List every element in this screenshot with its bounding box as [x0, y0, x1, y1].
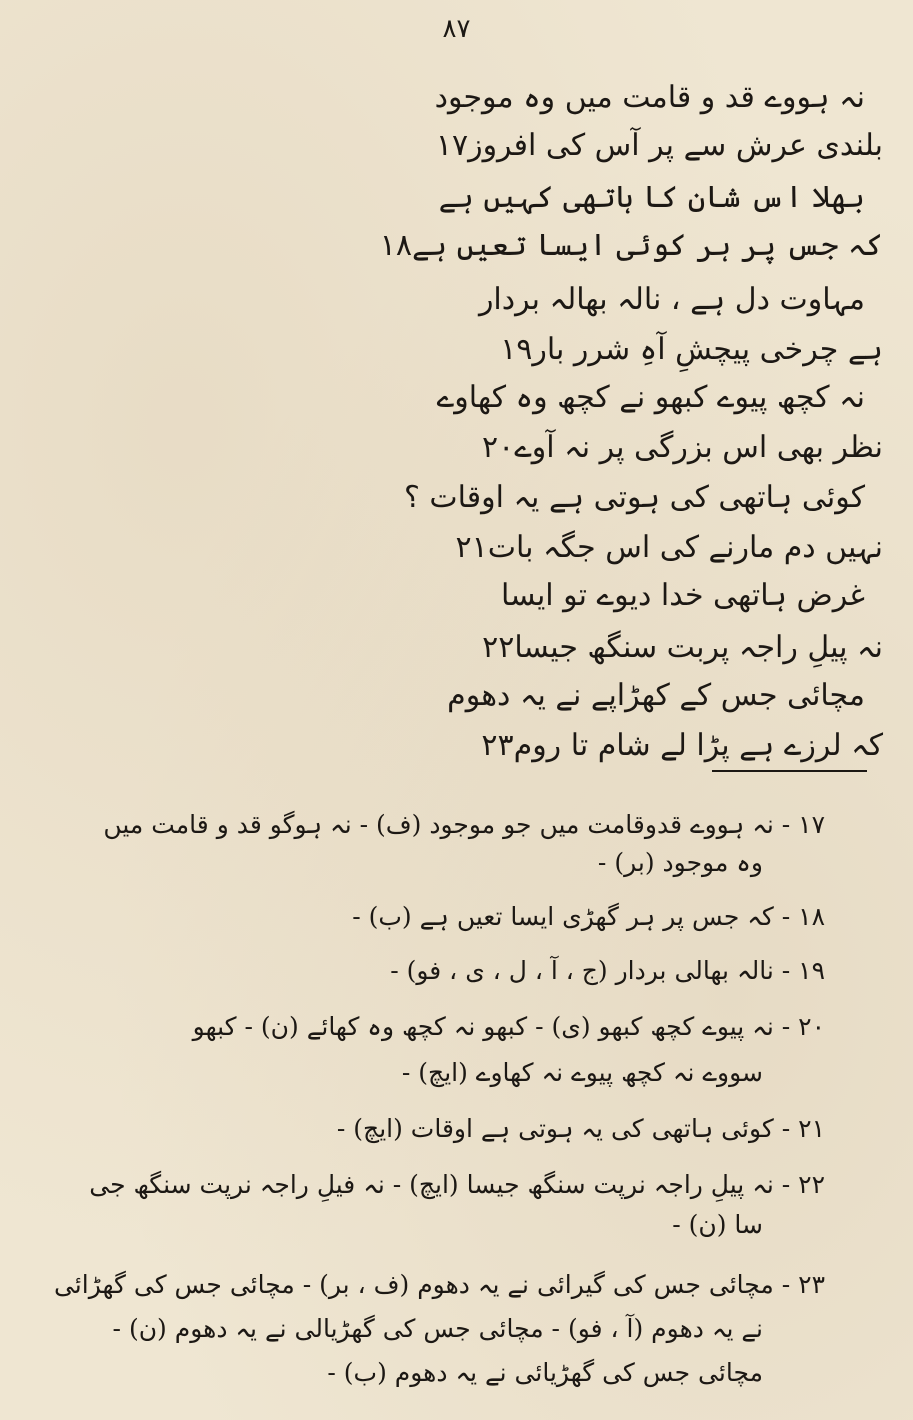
verse-line: مہاوت دل ہے ، نالہ بھالہ بردار: [478, 282, 865, 317]
footnote-line: نے یہ دھوم (آ ، فو) - مچائی جس کی گھڑیالی نے یہ دھوم (ن) -: [112, 1314, 763, 1343]
verse-line: نہیں دم مارنے کی اس جگہ بات۲۱: [455, 530, 883, 565]
verse-line: نہ پیلِ راجہ پربت سنگھ جیسا۲۲: [482, 630, 883, 665]
footnote-line: وہ موجود (بر) -: [597, 848, 763, 877]
verse-line: نظر بھی اس بزرگی پر نہ آوے۲۰: [481, 430, 883, 465]
page-number: ۸۷: [442, 14, 471, 44]
verse-line: کہ جس پر ہر کوئی ایسا تعیں ہے۱۸: [379, 228, 883, 263]
verse-line: کہ لرزے ہے پڑا لے شام تا روم۲۳: [481, 728, 883, 763]
footnote-line: ۲۰ - نہ پیوے کچھ کبھو (ی) - کبھو نہ کچھ وہ کھائے (ن) - کبھو: [192, 1012, 825, 1041]
footnote-divider: [712, 770, 867, 772]
footnote-line: ۲۲ - نہ پیلِ راجہ نرپت سنگھ جیسا (ایچ) - نہ فیلِ راجہ نرپت سنگھ جی: [89, 1170, 825, 1199]
verse-line: نہ کچھ پیوے کبھو نے کچھ وہ کھاوے: [436, 380, 865, 415]
verse-line: غرض ہاتھی خدا دیوے تو ایسا: [501, 578, 865, 613]
verse-line: کوئی ہاتھی کی ہوتی ہے یہ اوقات ؟: [403, 480, 865, 515]
footnote-line: ۱۷ - نہ ہووے قدوقامت میں جو موجود (ف) - نہ ہوگو قد و قامت میں: [103, 810, 825, 839]
verse-line: مچائی جس کے کھڑاپے نے یہ دھوم: [447, 678, 865, 713]
footnote-line: مچائی جس کی گھڑیائی نے یہ دھوم (ب) -: [327, 1358, 763, 1387]
footnote-line: سا (ن) -: [672, 1210, 763, 1239]
verse-line: بلندی عرش سے پر آس کی افروز۱۷: [435, 128, 883, 163]
verse-line: نہ ہووے قد و قامت میں وہ موجود: [434, 80, 865, 115]
footnote-line: ۲۳ - مچائی جس کی گیرائی نے یہ دھوم (ف ، بر) - مچائی جس کی گھڑائی: [53, 1270, 825, 1299]
footnote-line: سووے نہ کچھ پیوے نہ کھاوے (ایچ) -: [401, 1058, 763, 1087]
verse-line: بھلا اس شان کا ہاتھی کہیں ہے: [438, 180, 865, 215]
footnote-line: ۱۸ - کہ جس پر ہر گھڑی ایسا تعیں ہے (ب) -: [352, 902, 825, 931]
footnote-line: ۱۹ - نالہ بھالی بردار (ج ، آ ، ل ، ی ، فو) -: [390, 956, 825, 985]
verse-line: ہے چرخی پیچشِ آہِ شرر بار۱۹: [500, 332, 883, 367]
footnote-line: ۲۱ - کوئی ہاتھی کی یہ ہوتی ہے اوقات (ایچ) -: [336, 1114, 825, 1143]
